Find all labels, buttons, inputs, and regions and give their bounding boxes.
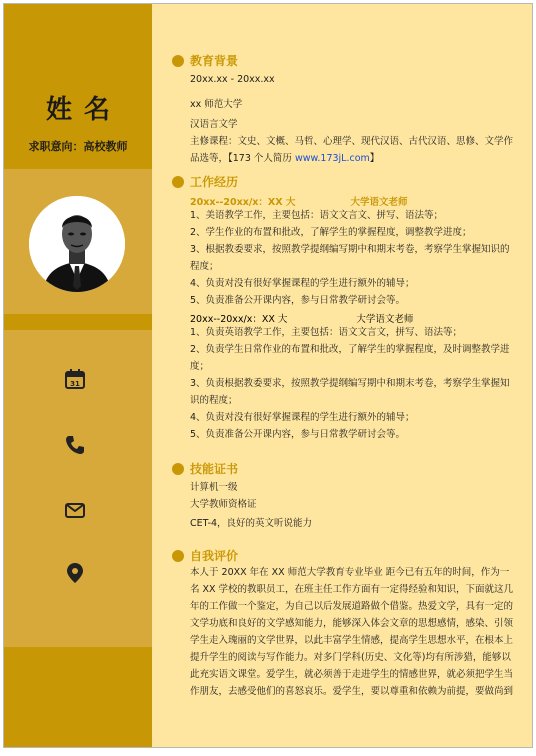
section-bullet-icon — [172, 550, 184, 562]
job1-duties — [190, 207, 518, 309]
job2-duty-4: 4、负责对没有很好掌握课程的学生进行额外的辅导； — [190, 412, 415, 423]
person-name: 姓名 — [45, 95, 122, 125]
job2-duty-5: 5、负责准备公开课内容，参与日常教学研讨会等。 — [190, 429, 406, 440]
phone-icon — [64, 434, 86, 456]
job2-period: 20xx--20xx/x：XX 大 — [190, 314, 288, 325]
evaluation-text: 本人于 20XX 年在 XX 师范大学教育专业毕业 距今已有五年的时间，作为一名 XX 学校的教职员工，在班主任工作方面有一定得经验和知识，下面就这几年的工作做一个鉴定，为自己以后发展道路做个借鉴。热爱文学，具有一定的文学功底和良好的文学感知能力，能够深入体会文章的思想感情，感染、引领学生走入瑰丽的文学世界，以此丰富学生情感，提高学生思想水平，在根本上提升学生的阅读与写作能力。对多门学科(历史、文化等)均有所涉猎，能够以此充实语文课堂。爱学生，就必须善于走进学生的情感世界，就必须把学生当作朋友，去感受他们的喜怒哀乐。爱学生，要以尊重和依赖为前提，要做尚到 — [190, 567, 514, 697]
education-section-header — [172, 52, 238, 69]
courses-end: 】 — [369, 153, 380, 164]
education-courses — [190, 133, 518, 167]
job1-duty-5: 5、负责准备公开课内容，参与日常教学研讨会等。 — [190, 295, 406, 306]
resume-page — [3, 3, 533, 748]
job2-header — [190, 311, 413, 325]
divider-band — [4, 314, 152, 330]
job1-header — [190, 194, 407, 208]
evaluation-section-header — [172, 547, 238, 564]
avatar — [29, 196, 125, 292]
job1-role: 大学语文老师 — [350, 197, 408, 208]
skills-title: 技能证书 — [190, 462, 239, 476]
section-bullet-icon — [172, 55, 184, 67]
sidebar-bottom-band — [4, 647, 152, 747]
location-icon — [64, 562, 86, 584]
work-section-header — [172, 173, 238, 190]
skill-item: 计算机一级 — [190, 482, 238, 493]
job1-duty-4: 4、负责对没有很好掌握课程的学生进行额外的辅导； — [190, 278, 415, 289]
calendar-icon — [64, 368, 86, 390]
skills-section-header — [172, 460, 238, 477]
main-content — [152, 4, 532, 747]
section-bullet-icon — [172, 176, 184, 188]
job1-duty-3: 3、根据教委要求，按照教学提纲编写期中和期末考卷，考察学生掌握知识的程度； — [190, 244, 510, 272]
job2-duty-2: 2、负责学生日常作业的布置和批改，了解学生的掌握程度，及时调整教学进度； — [190, 344, 510, 372]
education-major: 汉语言文学 — [190, 119, 238, 130]
courses-text: 主修课程：文史、文概、马哲、心理学、现代汉语、古代汉语、思修、文学作品选等，【173 个人简历 — [190, 136, 514, 164]
education-school: xx 师范大学 — [190, 99, 243, 110]
job1-duty-2: 2、学生作业的布置和批改，了解学生的掌握程度，调整教学进度； — [190, 227, 472, 238]
education-period: 20xx.xx - 20xx.xx — [190, 74, 275, 85]
job2-duty-1: 1、负责英语教学工作，主要包括：语文文言文，拼写、语法等； — [190, 327, 463, 338]
skill-item: 大学教师资格证 — [190, 499, 257, 510]
skill-item: CET-4，良好的英文听说能力 — [190, 518, 313, 529]
section-bullet-icon — [172, 463, 184, 475]
website-link[interactable]: www.173jL.com — [294, 153, 370, 164]
work-title: 工作经历 — [190, 175, 239, 189]
job2-duties — [190, 324, 518, 443]
job2-duty-3: 3、负责根据教委要求，按照教学提纲编写期中和期末考卷，考察学生掌握知识的程度； — [190, 378, 510, 406]
svg-text:31: 31 — [70, 380, 80, 388]
job1-duty-1: 1、美语教学工作，主要包括：语文文言文、拼写、语法等； — [190, 210, 444, 221]
name-block — [4, 4, 152, 169]
mail-icon — [64, 499, 86, 521]
job-intent: 求职意向：高校教师 — [28, 140, 128, 153]
evaluation-title: 自我评价 — [190, 549, 239, 563]
job2-role: 大学语文老师 — [356, 314, 414, 325]
education-title: 教育背景 — [190, 54, 239, 68]
job1-period: 20xx--20xx/x：XX 大 — [190, 197, 296, 208]
sidebar — [4, 4, 152, 747]
